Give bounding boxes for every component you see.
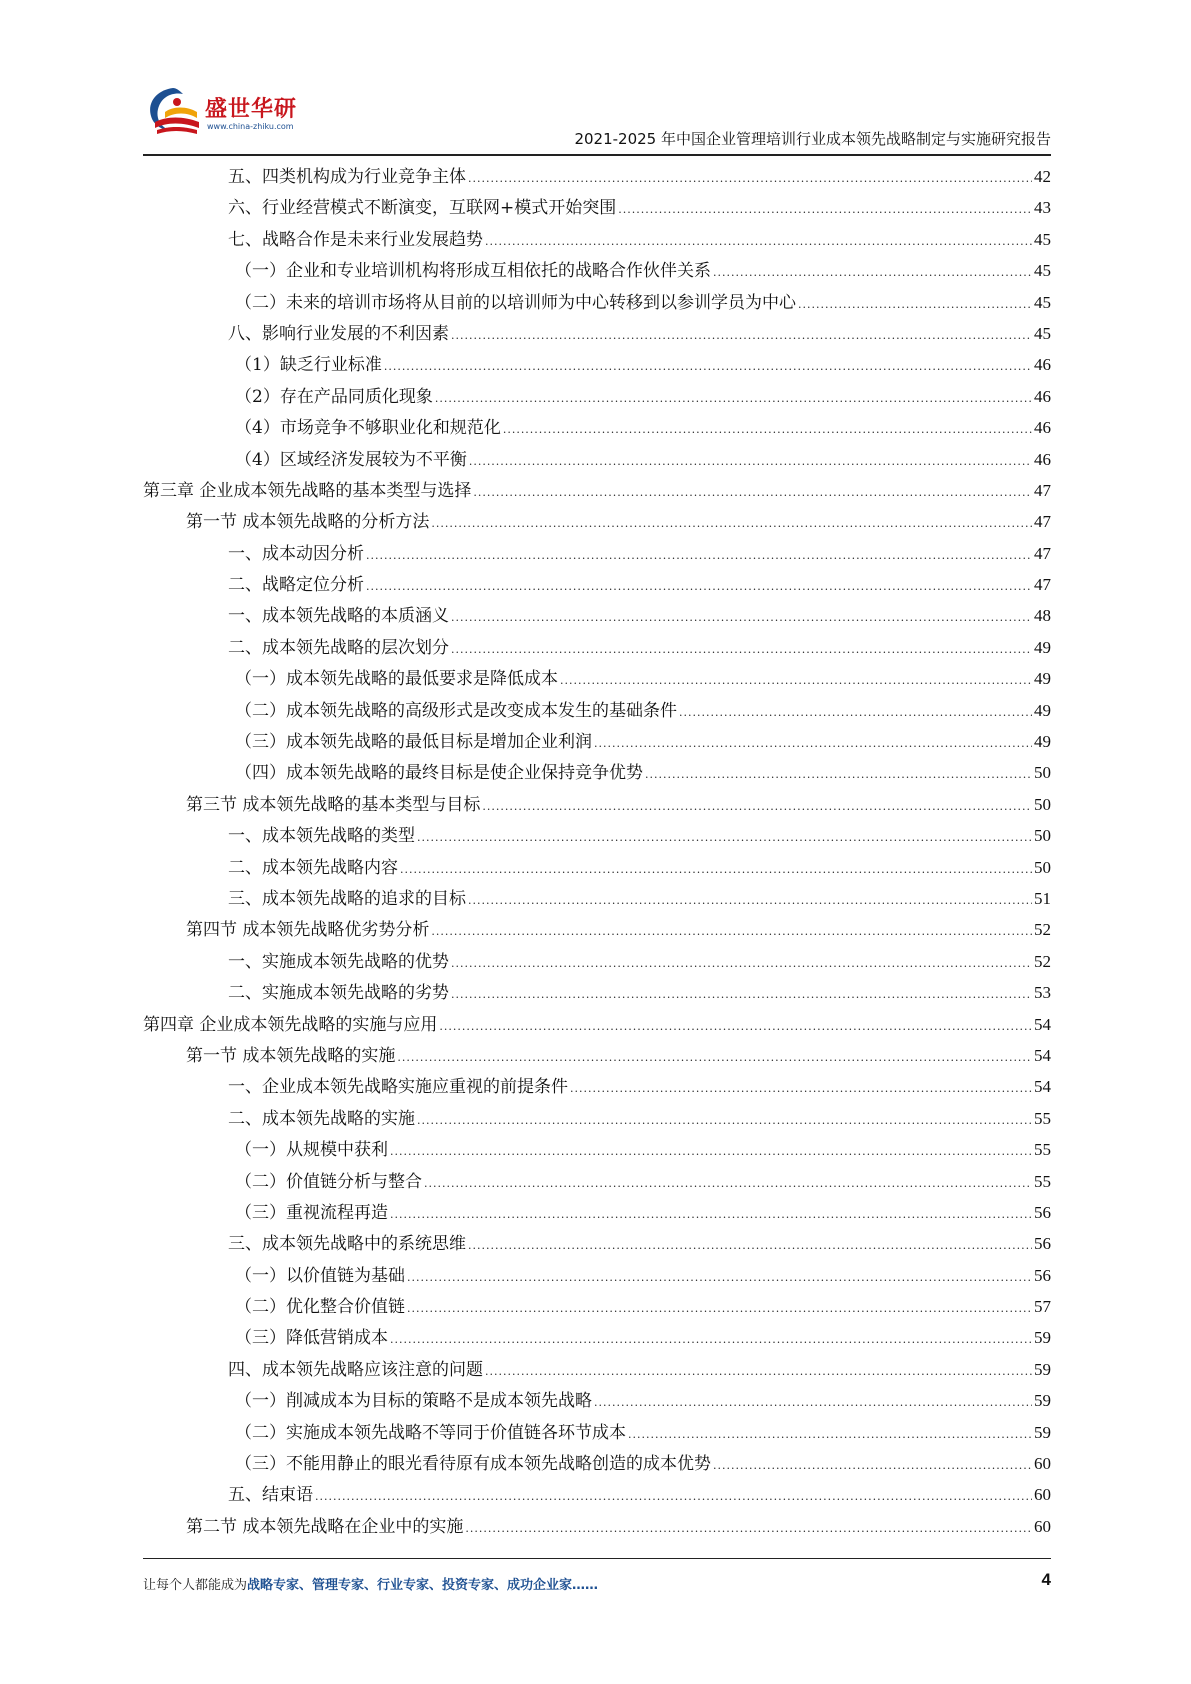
toc-entry[interactable] bbox=[143, 663, 1051, 694]
toc-dot-leader bbox=[407, 1293, 1032, 1324]
toc-entry-title: 四、成本领先战略应该注意的问题 bbox=[228, 1359, 483, 1380]
toc-entry-title: 二、成本领先战略的实施 bbox=[228, 1108, 415, 1129]
toc-entry[interactable] bbox=[143, 1385, 1051, 1416]
toc-entry[interactable] bbox=[143, 255, 1051, 286]
toc-entry[interactable] bbox=[143, 820, 1051, 851]
toc-dot-leader bbox=[439, 1011, 1032, 1042]
toc-dot-leader bbox=[465, 1513, 1032, 1544]
toc-dot-leader bbox=[473, 477, 1032, 508]
toc-entry[interactable] bbox=[143, 946, 1051, 977]
toc-entry-title: 一、成本领先战略的类型 bbox=[228, 826, 415, 847]
toc-entry[interactable] bbox=[143, 1228, 1051, 1259]
toc-dot-leader bbox=[366, 540, 1032, 571]
toc-entry[interactable] bbox=[143, 224, 1051, 255]
toc-entry[interactable] bbox=[143, 475, 1051, 506]
toc-entry[interactable] bbox=[143, 161, 1051, 192]
toc-entry-page: 46 bbox=[1034, 449, 1051, 469]
page-number: 4 bbox=[1041, 1570, 1051, 1589]
toc-entry-title: 第三节 成本领先战略的基本类型与目标 bbox=[186, 794, 481, 815]
toc-entry-page: 45 bbox=[1034, 261, 1051, 281]
toc-entry-title: （二）成本领先战略的高级形式是改变成本发生的基础条件 bbox=[235, 700, 677, 721]
toc-entry-page: 43 bbox=[1034, 198, 1051, 218]
toc-entry-title: （2）存在产品同质化现象 bbox=[235, 386, 433, 407]
toc-entry-page: 48 bbox=[1034, 606, 1051, 626]
toc-entry-title: 二、战略定位分析 bbox=[228, 575, 364, 596]
toc-entry-title: （三）重视流程再造 bbox=[235, 1202, 388, 1223]
toc-entry[interactable] bbox=[143, 757, 1051, 788]
toc-entry-page: 45 bbox=[1034, 323, 1051, 343]
toc-entry[interactable] bbox=[143, 381, 1051, 412]
toc-entry-title: （二）价值链分析与整合 bbox=[235, 1171, 422, 1192]
toc-entry-title: （4）市场竞争不够职业化和规范化 bbox=[235, 418, 501, 439]
toc-entry[interactable] bbox=[143, 726, 1051, 757]
company-logo bbox=[143, 80, 343, 146]
toc-entry[interactable] bbox=[143, 1260, 1051, 1291]
toc-entry-page: 49 bbox=[1034, 732, 1051, 752]
toc-entry-title: 第四章 企业成本领先战略的实施与应用 bbox=[143, 1014, 438, 1035]
toc-entry-page: 49 bbox=[1034, 669, 1051, 689]
slogan-prefix: 让每个人都能成为 bbox=[143, 1578, 248, 1593]
toc-entry-title: （1）缺乏行业标准 bbox=[235, 355, 382, 376]
toc-entry-page: 42 bbox=[1034, 167, 1051, 186]
toc-dot-leader bbox=[435, 383, 1032, 414]
toc-entry[interactable] bbox=[143, 1511, 1051, 1542]
toc-entry-page: 52 bbox=[1034, 951, 1051, 971]
toc-entry-page: 60 bbox=[1034, 1485, 1051, 1505]
toc-entry-page: 60 bbox=[1034, 1516, 1051, 1536]
toc-entry-title: 第一节 成本领先战略的实施 bbox=[186, 1045, 396, 1066]
toc-dot-leader bbox=[417, 1105, 1032, 1136]
toc-dot-leader bbox=[594, 728, 1032, 759]
toc-entry-page: 46 bbox=[1034, 355, 1051, 375]
toc-entry[interactable] bbox=[143, 1354, 1051, 1385]
toc-entry-page: 47 bbox=[1034, 480, 1051, 500]
toc-entry[interactable] bbox=[143, 1417, 1051, 1448]
toc-entry-title: （一）成本领先战略的最低要求是降低成本 bbox=[235, 669, 558, 690]
toc-entry[interactable] bbox=[143, 1448, 1051, 1479]
toc-entry-page: 59 bbox=[1034, 1328, 1051, 1348]
toc-dot-leader bbox=[469, 446, 1032, 477]
toc-entry[interactable] bbox=[143, 192, 1051, 223]
toc-entry-title: 第一节 成本领先战略的分析方法 bbox=[186, 512, 430, 533]
toc-entry-page: 59 bbox=[1034, 1359, 1051, 1379]
toc-entry-page: 55 bbox=[1034, 1108, 1051, 1128]
toc-entry-title: （四）成本领先战略的最终目标是使企业保持竞争优势 bbox=[235, 763, 643, 784]
toc-entry-page: 54 bbox=[1034, 1014, 1051, 1034]
toc-dot-leader bbox=[400, 854, 1032, 885]
toc-dot-leader bbox=[618, 194, 1032, 225]
toc-entry-page: 55 bbox=[1034, 1140, 1051, 1160]
toc-dot-leader bbox=[451, 320, 1032, 351]
toc-dot-leader bbox=[679, 697, 1032, 728]
toc-entry-page: 54 bbox=[1034, 1077, 1051, 1097]
toc-entry-title: 三、成本领先战略中的系统思维 bbox=[228, 1234, 466, 1255]
toc-entry-title: （三）成本领先战略的最低目标是增加企业利润 bbox=[235, 732, 592, 753]
toc-entry-page: 56 bbox=[1034, 1202, 1051, 1222]
toc-entry[interactable] bbox=[143, 1166, 1051, 1197]
toc-entry-page: 54 bbox=[1034, 1045, 1051, 1065]
toc-dot-leader bbox=[713, 257, 1032, 288]
toc-entry-title: 一、成本领先战略的本质涵义 bbox=[228, 606, 449, 627]
toc-entry-page: 50 bbox=[1034, 763, 1051, 783]
toc-dot-leader bbox=[451, 948, 1032, 979]
toc-entry-page: 47 bbox=[1034, 575, 1051, 595]
toc-dot-leader bbox=[560, 665, 1032, 696]
toc-entry-page: 46 bbox=[1034, 418, 1051, 438]
table-of-contents bbox=[143, 161, 1051, 1542]
toc-entry-title: 一、企业成本领先战略实施应重视的前提条件 bbox=[228, 1077, 568, 1098]
toc-entry-page: 53 bbox=[1034, 983, 1051, 1003]
toc-entry[interactable] bbox=[143, 1479, 1051, 1510]
toc-entry-title: （三）不能用静止的眼光看待原有成本领先战略创造的成本优势 bbox=[235, 1454, 711, 1475]
toc-entry-title: 三、成本领先战略的追求的目标 bbox=[228, 888, 466, 909]
toc-dot-leader bbox=[390, 1136, 1032, 1167]
toc-dot-leader bbox=[468, 163, 1032, 194]
toc-entry[interactable] bbox=[143, 695, 1051, 726]
toc-entry[interactable] bbox=[143, 1009, 1051, 1040]
logo-url: www.china-zhiku.com bbox=[207, 122, 294, 131]
toc-entry[interactable] bbox=[143, 789, 1051, 820]
toc-entry-page: 50 bbox=[1034, 826, 1051, 846]
toc-entry-title: 二、实施成本领先战略的劣势 bbox=[228, 983, 449, 1004]
toc-entry-title: （三）降低营销成本 bbox=[235, 1328, 388, 1349]
toc-dot-leader bbox=[424, 1168, 1032, 1199]
toc-entry-title: 第三章 企业成本领先战略的基本类型与选择 bbox=[143, 480, 472, 501]
toc-entry-title: 八、影响行业发展的不利因素 bbox=[228, 323, 449, 344]
toc-entry-title: 一、实施成本领先战略的优势 bbox=[228, 951, 449, 972]
toc-entry-title: 第四节 成本领先战略优劣势分析 bbox=[186, 920, 430, 941]
toc-entry-page: 46 bbox=[1034, 386, 1051, 406]
toc-dot-leader bbox=[431, 916, 1032, 947]
toc-entry[interactable] bbox=[143, 1197, 1051, 1228]
toc-entry-title: （一）企业和专业培训机构将形成互相依托的战略合作伙伴关系 bbox=[235, 261, 711, 282]
toc-dot-leader bbox=[390, 1324, 1032, 1355]
toc-dot-leader bbox=[407, 1262, 1032, 1293]
toc-entry[interactable] bbox=[143, 444, 1051, 475]
header-divider bbox=[143, 154, 1051, 156]
logo-emblem-icon bbox=[143, 82, 207, 142]
toc-entry[interactable] bbox=[143, 632, 1051, 663]
report-title: 2021-2025 年中国企业管理培训行业成本领先战略制定与实施研究报告 bbox=[574, 130, 1051, 148]
toc-entry[interactable] bbox=[143, 852, 1051, 883]
toc-dot-leader bbox=[468, 1230, 1032, 1261]
toc-entry-page: 47 bbox=[1034, 543, 1051, 563]
toc-entry-page: 59 bbox=[1034, 1391, 1051, 1411]
toc-entry[interactable] bbox=[143, 287, 1051, 318]
toc-entry-page: 59 bbox=[1034, 1422, 1051, 1442]
toc-entry-title: （二）优化整合价值链 bbox=[235, 1297, 405, 1318]
toc-dot-leader bbox=[390, 1199, 1032, 1230]
toc-entry[interactable] bbox=[143, 1103, 1051, 1134]
toc-dot-leader bbox=[468, 885, 1032, 916]
toc-dot-leader bbox=[713, 1450, 1032, 1481]
toc-entry-page: 51 bbox=[1034, 888, 1051, 908]
toc-dot-leader bbox=[594, 1387, 1032, 1418]
footer-divider bbox=[143, 1558, 1051, 1559]
toc-entry-title: 一、成本动因分析 bbox=[228, 543, 364, 564]
toc-dot-leader bbox=[503, 414, 1032, 445]
toc-entry[interactable] bbox=[143, 883, 1051, 914]
toc-dot-leader bbox=[482, 791, 1032, 822]
toc-dot-leader bbox=[485, 1356, 1032, 1387]
toc-entry-page: 55 bbox=[1034, 1171, 1051, 1191]
toc-dot-leader bbox=[451, 634, 1032, 665]
toc-entry-title: 五、四类机构成为行业竞争主体 bbox=[228, 167, 466, 187]
page-header bbox=[143, 80, 1051, 152]
toc-entry-title: （一）以价值链为基础 bbox=[235, 1265, 405, 1286]
toc-entry-title: （二）未来的培训市场将从目前的以培训师为中心转移到以参训学员为中心 bbox=[235, 292, 796, 313]
toc-entry-page: 56 bbox=[1034, 1234, 1051, 1254]
slogan-highlight: 战略专家、管理专家、行业专家、投资专家、成功企业家…… bbox=[247, 1578, 599, 1593]
toc-entry-page: 56 bbox=[1034, 1265, 1051, 1285]
toc-dot-leader bbox=[431, 508, 1032, 539]
toc-entry-title: （一）削减成本为目标的策略不是成本领先战略 bbox=[235, 1391, 592, 1412]
toc-entry-page: 47 bbox=[1034, 512, 1051, 532]
toc-entry[interactable] bbox=[143, 1040, 1051, 1071]
toc-entry[interactable] bbox=[143, 1134, 1051, 1165]
logo-name: 盛世华研 bbox=[205, 97, 298, 122]
toc-entry[interactable] bbox=[143, 977, 1051, 1008]
toc-entry-page: 45 bbox=[1034, 292, 1051, 312]
toc-dot-leader bbox=[384, 351, 1032, 382]
toc-entry-page: 50 bbox=[1034, 794, 1051, 814]
toc-entry-title: （一）从规模中获利 bbox=[235, 1140, 388, 1161]
toc-entry-title: （4）区域经济发展较为不平衡 bbox=[235, 449, 467, 470]
toc-entry[interactable] bbox=[143, 1291, 1051, 1322]
toc-entry-title: 七、战略合作是未来行业发展趋势 bbox=[228, 229, 483, 250]
toc-dot-leader bbox=[798, 289, 1032, 320]
footer-slogan bbox=[143, 1574, 598, 1593]
toc-entry-title: 第二节 成本领先战略在企业中的实施 bbox=[186, 1516, 464, 1537]
toc-entry[interactable] bbox=[143, 412, 1051, 443]
toc-dot-leader bbox=[451, 602, 1032, 633]
toc-entry[interactable] bbox=[143, 506, 1051, 537]
toc-entry-title: 六、行业经营模式不断演变，互联网+模式开始突围 bbox=[228, 198, 617, 219]
toc-entry[interactable] bbox=[143, 600, 1051, 631]
toc-entry-page: 50 bbox=[1034, 857, 1051, 877]
toc-dot-leader bbox=[315, 1481, 1032, 1512]
toc-entry[interactable] bbox=[143, 914, 1051, 945]
toc-entry[interactable] bbox=[143, 538, 1051, 569]
toc-dot-leader bbox=[628, 1419, 1032, 1450]
toc-dot-leader bbox=[397, 1042, 1032, 1073]
toc-dot-leader bbox=[366, 571, 1032, 602]
toc-entry-title: 二、成本领先战略的层次划分 bbox=[228, 637, 449, 658]
toc-dot-leader bbox=[645, 759, 1032, 790]
toc-entry-page: 57 bbox=[1034, 1297, 1051, 1317]
toc-dot-leader bbox=[451, 979, 1032, 1010]
toc-entry[interactable] bbox=[143, 569, 1051, 600]
toc-dot-leader bbox=[485, 226, 1032, 257]
toc-dot-leader bbox=[570, 1073, 1032, 1104]
toc-entry[interactable] bbox=[143, 349, 1051, 380]
toc-entry-page: 52 bbox=[1034, 920, 1051, 940]
toc-entry-title: 五、结束语 bbox=[228, 1485, 313, 1506]
toc-entry[interactable] bbox=[143, 318, 1051, 349]
toc-dot-leader bbox=[417, 822, 1032, 853]
toc-entry-page: 49 bbox=[1034, 700, 1051, 720]
toc-entry-title: 二、成本领先战略内容 bbox=[228, 857, 398, 878]
toc-entry[interactable] bbox=[143, 1322, 1051, 1353]
toc-entry[interactable] bbox=[143, 1071, 1051, 1102]
toc-entry-title: （二）实施成本领先战略不等同于价值链各环节成本 bbox=[235, 1422, 626, 1443]
toc-entry-page: 49 bbox=[1034, 637, 1051, 657]
toc-entry-page: 45 bbox=[1034, 229, 1051, 249]
toc-entry-page: 60 bbox=[1034, 1454, 1051, 1474]
